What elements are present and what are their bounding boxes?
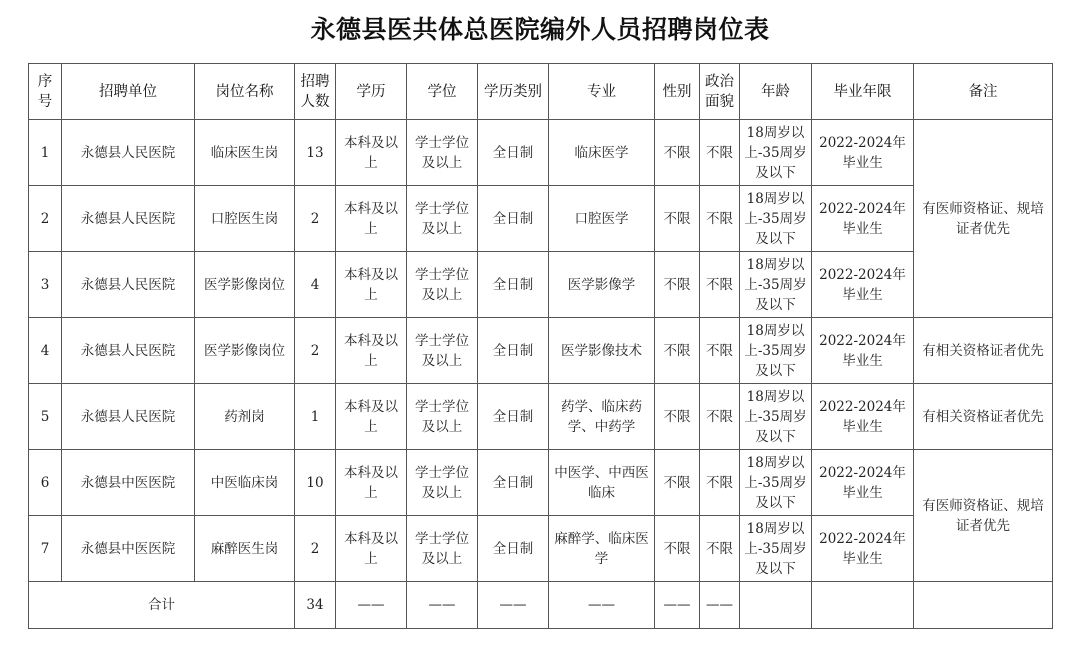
total-major: —— xyxy=(549,582,655,629)
cell-post: 医学影像岗位 xyxy=(195,318,295,384)
cell-politics: 不限 xyxy=(700,318,740,384)
header-remark: 备注 xyxy=(914,64,1053,120)
cell-degree: 学士学位及以上 xyxy=(407,450,478,516)
cell-age: 18周岁以上-35周岁及以下 xyxy=(740,120,812,186)
cell-major: 药学、临床药学、中药学 xyxy=(549,384,655,450)
total-politics: —— xyxy=(700,582,740,629)
cell-education: 本科及以上 xyxy=(336,186,407,252)
header-grad: 毕业年限 xyxy=(812,64,914,120)
total-remark xyxy=(914,582,1053,629)
cell-age: 18周岁以上-35周岁及以下 xyxy=(740,252,812,318)
table-row xyxy=(29,384,1053,450)
table-row xyxy=(29,186,1053,252)
cell-age: 18周岁以上-35周岁及以下 xyxy=(740,318,812,384)
cell-unit: 永德县人民医院 xyxy=(62,384,195,450)
cell-post: 临床医生岗 xyxy=(195,120,295,186)
table-row xyxy=(29,120,1053,186)
cell-grad: 2022-2024年毕业生 xyxy=(812,186,914,252)
cell-education: 本科及以上 xyxy=(336,120,407,186)
cell-politics: 不限 xyxy=(700,450,740,516)
total-degree: —— xyxy=(407,582,478,629)
cell-edu-type: 全日制 xyxy=(478,516,549,582)
header-education: 学历 xyxy=(336,64,407,120)
header-politics: 政治面貌 xyxy=(700,64,740,120)
cell-count: 2 xyxy=(295,186,336,252)
cell-degree: 学士学位及以上 xyxy=(407,120,478,186)
table-row xyxy=(29,450,1053,516)
cell-remark: 有相关资格证者优先 xyxy=(914,318,1053,384)
cell-major: 中医学、中西医临床 xyxy=(549,450,655,516)
table-row xyxy=(29,516,1053,582)
cell-gender: 不限 xyxy=(655,516,700,582)
cell-education: 本科及以上 xyxy=(336,384,407,450)
header-unit: 招聘单位 xyxy=(62,64,195,120)
header-gender: 性别 xyxy=(655,64,700,120)
cell-edu-type: 全日制 xyxy=(478,120,549,186)
cell-politics: 不限 xyxy=(700,252,740,318)
header-major: 专业 xyxy=(549,64,655,120)
cell-edu-type: 全日制 xyxy=(478,252,549,318)
cell-unit: 永德县人民医院 xyxy=(62,318,195,384)
cell-degree: 学士学位及以上 xyxy=(407,384,478,450)
cell-seq: 1 xyxy=(29,120,62,186)
cell-grad: 2022-2024年毕业生 xyxy=(812,450,914,516)
total-edu-type: —— xyxy=(478,582,549,629)
total-count: 34 xyxy=(295,582,336,629)
recruitment-table xyxy=(28,63,1053,629)
cell-count: 2 xyxy=(295,516,336,582)
header-edu-type: 学历类别 xyxy=(478,64,549,120)
header-row xyxy=(29,64,1053,120)
cell-post: 口腔医生岗 xyxy=(195,186,295,252)
header-degree: 学位 xyxy=(407,64,478,120)
cell-remark: 有相关资格证者优先 xyxy=(914,384,1053,450)
cell-politics: 不限 xyxy=(700,516,740,582)
cell-grad: 2022-2024年毕业生 xyxy=(812,318,914,384)
cell-major: 麻醉学、临床医学 xyxy=(549,516,655,582)
total-age xyxy=(740,582,812,629)
cell-politics: 不限 xyxy=(700,120,740,186)
cell-count: 1 xyxy=(295,384,336,450)
cell-grad: 2022-2024年毕业生 xyxy=(812,384,914,450)
cell-degree: 学士学位及以上 xyxy=(407,516,478,582)
cell-gender: 不限 xyxy=(655,318,700,384)
cell-edu-type: 全日制 xyxy=(478,318,549,384)
cell-remark: 有医师资格证、规培证者优先 xyxy=(914,120,1053,318)
cell-seq: 2 xyxy=(29,186,62,252)
cell-major: 临床医学 xyxy=(549,120,655,186)
cell-seq: 7 xyxy=(29,516,62,582)
cell-count: 4 xyxy=(295,252,336,318)
cell-unit: 永德县人民医院 xyxy=(62,186,195,252)
cell-count: 2 xyxy=(295,318,336,384)
cell-degree: 学士学位及以上 xyxy=(407,318,478,384)
cell-unit: 永德县中医医院 xyxy=(62,516,195,582)
cell-degree: 学士学位及以上 xyxy=(407,252,478,318)
cell-education: 本科及以上 xyxy=(336,318,407,384)
cell-post: 麻醉医生岗 xyxy=(195,516,295,582)
cell-gender: 不限 xyxy=(655,186,700,252)
cell-edu-type: 全日制 xyxy=(478,186,549,252)
cell-major: 口腔医学 xyxy=(549,186,655,252)
cell-politics: 不限 xyxy=(700,186,740,252)
cell-major: 医学影像学 xyxy=(549,252,655,318)
header-post: 岗位名称 xyxy=(195,64,295,120)
cell-remark: 有医师资格证、规培证者优先 xyxy=(914,450,1053,582)
cell-education: 本科及以上 xyxy=(336,516,407,582)
cell-gender: 不限 xyxy=(655,384,700,450)
total-grad xyxy=(812,582,914,629)
cell-age: 18周岁以上-35周岁及以下 xyxy=(740,186,812,252)
cell-seq: 5 xyxy=(29,384,62,450)
cell-seq: 6 xyxy=(29,450,62,516)
cell-degree: 学士学位及以上 xyxy=(407,186,478,252)
cell-major: 医学影像技术 xyxy=(549,318,655,384)
total-label: 合计 xyxy=(29,582,295,629)
cell-age: 18周岁以上-35周岁及以下 xyxy=(740,516,812,582)
cell-unit: 永德县中医医院 xyxy=(62,450,195,516)
cell-seq: 3 xyxy=(29,252,62,318)
total-row xyxy=(29,582,1053,629)
cell-education: 本科及以上 xyxy=(336,252,407,318)
total-education: —— xyxy=(336,582,407,629)
cell-unit: 永德县人民医院 xyxy=(62,252,195,318)
cell-age: 18周岁以上-35周岁及以下 xyxy=(740,450,812,516)
cell-post: 中医临床岗 xyxy=(195,450,295,516)
cell-gender: 不限 xyxy=(655,450,700,516)
table-row xyxy=(29,252,1053,318)
cell-seq: 4 xyxy=(29,318,62,384)
cell-grad: 2022-2024年毕业生 xyxy=(812,516,914,582)
cell-grad: 2022-2024年毕业生 xyxy=(812,252,914,318)
cell-edu-type: 全日制 xyxy=(478,384,549,450)
header-age: 年龄 xyxy=(740,64,812,120)
cell-grad: 2022-2024年毕业生 xyxy=(812,120,914,186)
cell-edu-type: 全日制 xyxy=(478,450,549,516)
cell-post: 医学影像岗位 xyxy=(195,252,295,318)
cell-gender: 不限 xyxy=(655,252,700,318)
total-gender: —— xyxy=(655,582,700,629)
cell-count: 13 xyxy=(295,120,336,186)
cell-education: 本科及以上 xyxy=(336,450,407,516)
cell-unit: 永德县人民医院 xyxy=(62,120,195,186)
document-title: 永德县医共体总医院编外人员招聘岗位表 xyxy=(310,15,770,44)
cell-gender: 不限 xyxy=(655,120,700,186)
cell-age: 18周岁以上-35周岁及以下 xyxy=(740,384,812,450)
header-count: 招聘人数 xyxy=(295,64,336,120)
cell-count: 10 xyxy=(295,450,336,516)
table-row xyxy=(29,318,1053,384)
cell-post: 药剂岗 xyxy=(195,384,295,450)
header-seq: 序号 xyxy=(29,64,62,120)
cell-politics: 不限 xyxy=(700,384,740,450)
